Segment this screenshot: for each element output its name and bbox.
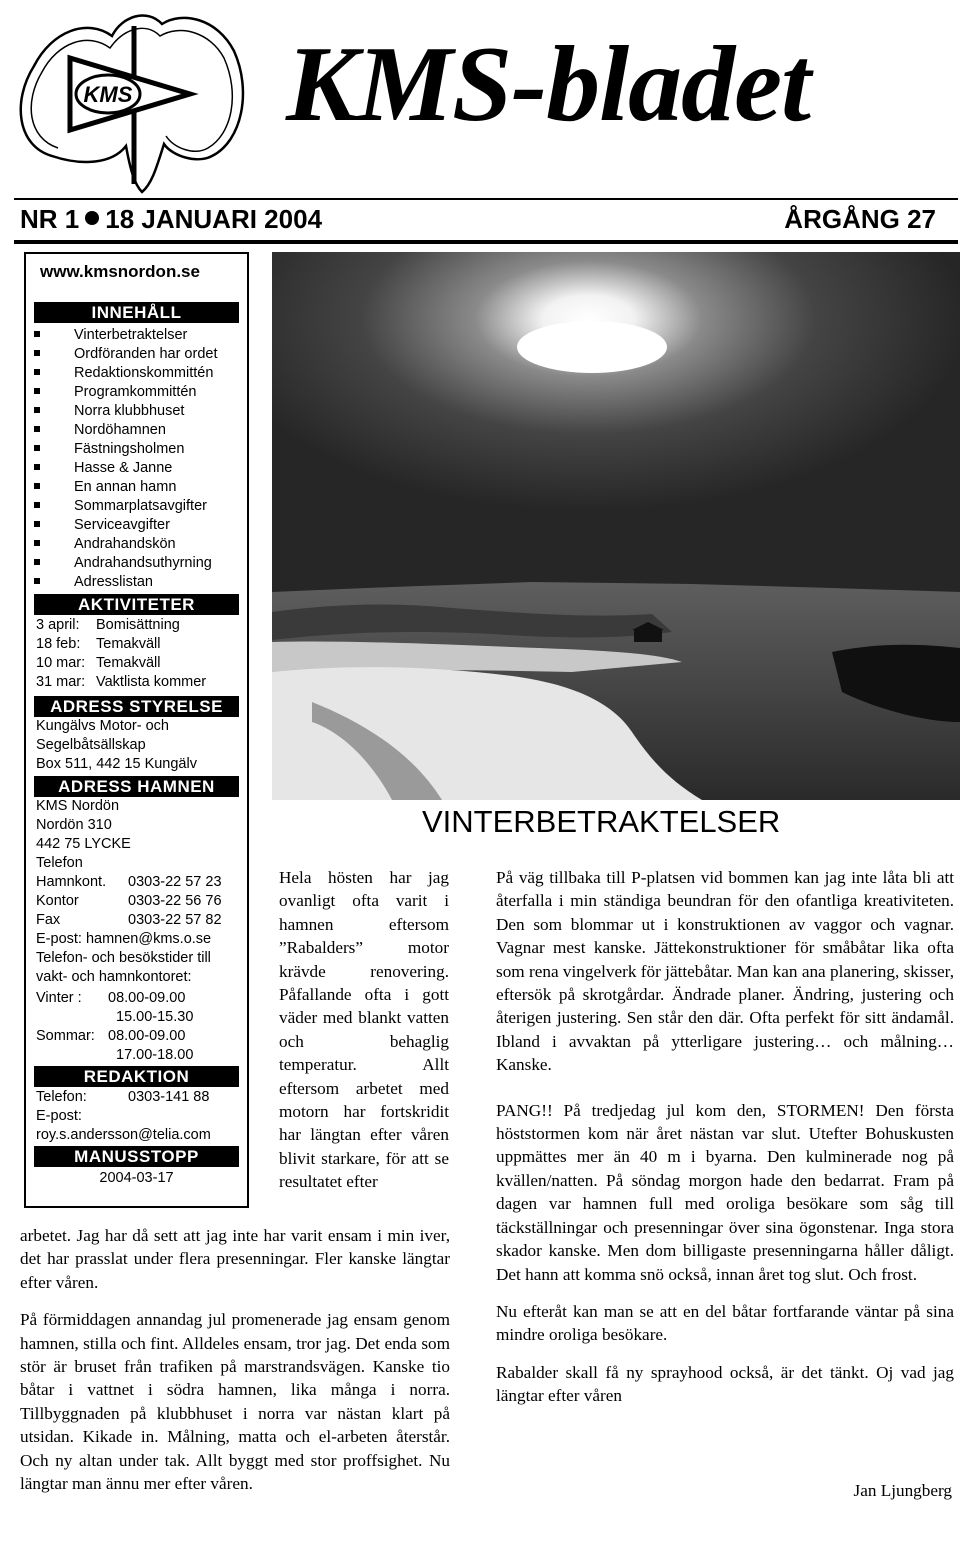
square-bullet-icon [34,369,40,375]
deadline-heading: MANUSSTOPP [34,1146,239,1167]
hours-value: 17.00-18.00 [116,1047,194,1063]
activity-row [36,654,160,673]
square-bullet-icon [34,350,40,356]
hours-label: Sommar: [36,1028,95,1044]
square-bullet-icon [34,502,40,508]
contents-item[interactable] [34,421,244,440]
article-column-left-upper [279,866,449,1194]
author-signature: Jan Ljungberg [853,1481,952,1500]
logo-flag-text: KMS [83,82,133,107]
article-paragraph: PANG!! På tredjedag jul kom den, STORMEN! Den första höststormen kom när året nästan var slut. Utefter Bohuskusten uppmättes mer än 40 m i byarna. Den kulminerade nog på kvällen/natten. På söndag morgon hade den bedarrat. Fram på dagen var hamnen full med oroliga besökare som såg till täckställningar och presenningar över sina ögonstenar. Inga stora skador kanske. Men dom billigaste presenningarna håller dåligt. Det hann att komma snö också, innan året tog slut. Och frost. [496,1100,954,1284]
contents-item-label: Redaktionskommittén [74,365,214,381]
contents-item[interactable] [34,402,244,421]
editorial-phone-row [36,1088,209,1107]
activity-date: 31 mar: [36,674,86,690]
article-paragraph: På väg tillbaka till P-platsen vid bommen kan jag inte låta bli att återfalla i min ständiga beundran för den ofantliga kreativiteten. Den som blommar ut i konstruktionen av vaggor och vagnar. Vagnar mest kanske. Jättekonstruktioner för småbåtar lika ofta som rena vingelverk för jättebåtar. Man kan ana planering, skisser, eftersök på skrotgårdar. Ändrade planer. Ändring, justering och återigen justering. Sen står den där. Ofta perfekt för sitt ändamål. Ibland i avvaktan på ytterligare justering… och målning…Kanske. [496,868,954,1075]
contents-item[interactable] [34,516,244,535]
square-bullet-icon [34,559,40,565]
contents-item[interactable] [34,440,244,459]
hours-row [36,1027,185,1046]
square-bullet-icon [34,578,40,584]
issue-number-date [20,204,322,235]
activity-date: 18 feb: [36,636,81,652]
article-column-right [496,866,954,1408]
sidebar-box [24,252,249,1208]
hours-value: 08.00-09.00 [108,1028,186,1044]
deadline-date: 2004-03-17 [99,1170,174,1186]
contents-item-label: Hasse & Janne [74,460,173,476]
hours-value: 15.00-15.30 [116,1009,194,1025]
contents-item[interactable] [34,478,244,497]
board-address-heading: ADRESS STYRELSE [34,696,239,717]
contents-item[interactable] [34,535,244,554]
phone-label: Fax [36,912,61,928]
activity-text: Temakväll [96,636,161,652]
activity-date: 3 april: [36,617,80,633]
contents-item-label: Sommarplatsavgifter [74,498,207,514]
contents-item-label: Programkommittén [74,384,197,400]
contents-item-label: Vinterbetraktelser [74,327,188,343]
contents-item-label: Fästningsholmen [74,441,185,457]
hours-heading: Telefon- och besökstider till [36,950,211,966]
contents-item-label: Andrahandskön [74,536,176,552]
activities-heading: AKTIVITETER [34,594,239,615]
masthead-title: KMS-bladet [286,25,811,144]
article-paragraph: Rabalder skall få ny sprayhood också, är det tänkt. Oj vad jag längtar efter våren [496,1362,954,1406]
hours-row [36,1008,193,1027]
square-bullet-icon [34,445,40,451]
hours-row [36,1046,193,1065]
article-paragraph: Hela hösten har jag ovanligt ofta varit i hamnen eftersom ”Rabalders” motor krävde renovering. Påfallande ofta i gott väder med blankt vatten och behaglig temperatur. Allt eftersom arbetet med motorn har fortskridit har längtan efter våren blivit starkare, för att se resultatet efter [279,868,449,1192]
website-link[interactable]: www.kmsnordon.se [40,262,200,281]
square-bullet-icon [34,407,40,413]
hours-row [36,989,185,1008]
article-column-left-lower [20,1224,450,1495]
phone-row [36,892,222,911]
contents-item[interactable] [34,326,244,345]
volume-label: ÅRGÅNG 27 [784,204,936,234]
contents-item-label: Nordöhamnen [74,422,166,438]
editorial-heading: REDAKTION [34,1066,239,1087]
board-address-line: Kungälvs Motor- och [36,718,169,734]
harbour-address-line: KMS Nordön [36,798,120,814]
square-bullet-icon [34,388,40,394]
contents-item-label: Serviceavgifter [74,517,170,533]
activity-text: Bomisättning [96,617,180,633]
editorial-phone-label: Telefon: [36,1089,87,1105]
contents-item[interactable] [34,573,244,592]
article-paragraph: arbetet. Jag har då sett att jag inte har varit ensam i min iver, det har prasslat under flera presenningar. Fler kanske längtar efter våren. [20,1226,450,1292]
harbour-address-line: Nordön 310 [36,817,112,833]
contents-item-label: Ordföranden har ordet [74,346,218,362]
square-bullet-icon [34,521,40,527]
square-bullet-icon [34,483,40,489]
bullet-dot-icon [85,211,99,225]
activity-text: Temakväll [96,655,161,671]
article-paragraph: På förmiddagen annandag jul promenerade jag ensam genom hamnen, stilla och fint. Alldeles ensam, tror jag. Det enda som stör är bruset från trafiken på marstrandsvägen. Kanske tio båtar i vattnet i södra hamnen, lika många i norra. Tillbyggnaden på klubbhuset i norra var nästan klart på utsidan. Kikade in. Målning, matta och el-arbeten återstår. Och ny altan under tak. Allt byggt med stor proffsighet. Nu längtar man ännu mer efter våren. [20,1310,450,1494]
editorial-email-label: E-post: [36,1108,82,1124]
editorial-email[interactable]: roy.s.andersson@telia.com [36,1127,211,1143]
phone-label: Kontor [36,893,79,909]
square-bullet-icon [34,464,40,470]
activity-row [36,635,160,654]
harbour-address-line: Telefon [36,855,83,871]
winter-harbour-photo [272,252,960,800]
article-paragraph: Nu efteråt kan man se att en del båtar fortfarande väntar på sina mindre oroliga besökare. [496,1301,954,1345]
square-bullet-icon [34,540,40,546]
activity-date: 10 mar: [36,655,86,671]
square-bullet-icon [34,331,40,337]
phone-row [36,873,222,892]
harbour-address-heading: ADRESS HAMNEN [34,776,239,797]
contents-item[interactable] [34,459,244,478]
phone-row [36,911,222,930]
contents-item-label: En annan hamn [74,479,177,495]
contents-item[interactable] [34,364,244,383]
issue-number: NR 1 [20,204,80,234]
issue-date: 18 JANUARI 2004 [105,204,323,234]
activity-row [36,673,206,692]
activity-row [36,616,180,635]
hours-heading: vakt- och hamnkontoret: [36,969,192,985]
phone-value: 0303-22 57 82 [128,912,222,928]
hours-label: Vinter : [36,990,82,1006]
board-address-line: Box 511, 442 15 Kungälv [36,756,197,772]
hours-value: 08.00-09.00 [108,990,186,1006]
square-bullet-icon [34,426,40,432]
phone-label: Hamnkont. [36,874,107,890]
club-logo [12,6,248,196]
harbour-email: E-post: hamnen@kms.o.se [36,931,212,947]
editorial-phone: 0303-141 88 [128,1089,210,1105]
contents-item-label: Adresslistan [74,574,153,590]
contents-heading: INNEHÅLL [34,302,239,323]
contents-item-label: Andrahandsuthyrning [74,555,212,571]
phone-value: 0303-22 57 23 [128,874,222,890]
article-title: VINTERBETRAKTELSER [422,804,781,839]
harbour-address-line: 442 75 LYCKE [36,836,131,852]
contents-item[interactable] [34,497,244,516]
board-address-line: Segelbåtsällskap [36,737,146,753]
issue-bar [14,198,958,244]
contents-item[interactable] [34,345,244,364]
contents-list [34,326,244,592]
activity-text: Vaktlista kommer [96,674,207,690]
contents-item[interactable] [34,383,244,402]
phone-value: 0303-22 56 76 [128,893,222,909]
contents-item-label: Norra klubbhuset [74,403,185,419]
contents-item[interactable] [34,554,244,573]
